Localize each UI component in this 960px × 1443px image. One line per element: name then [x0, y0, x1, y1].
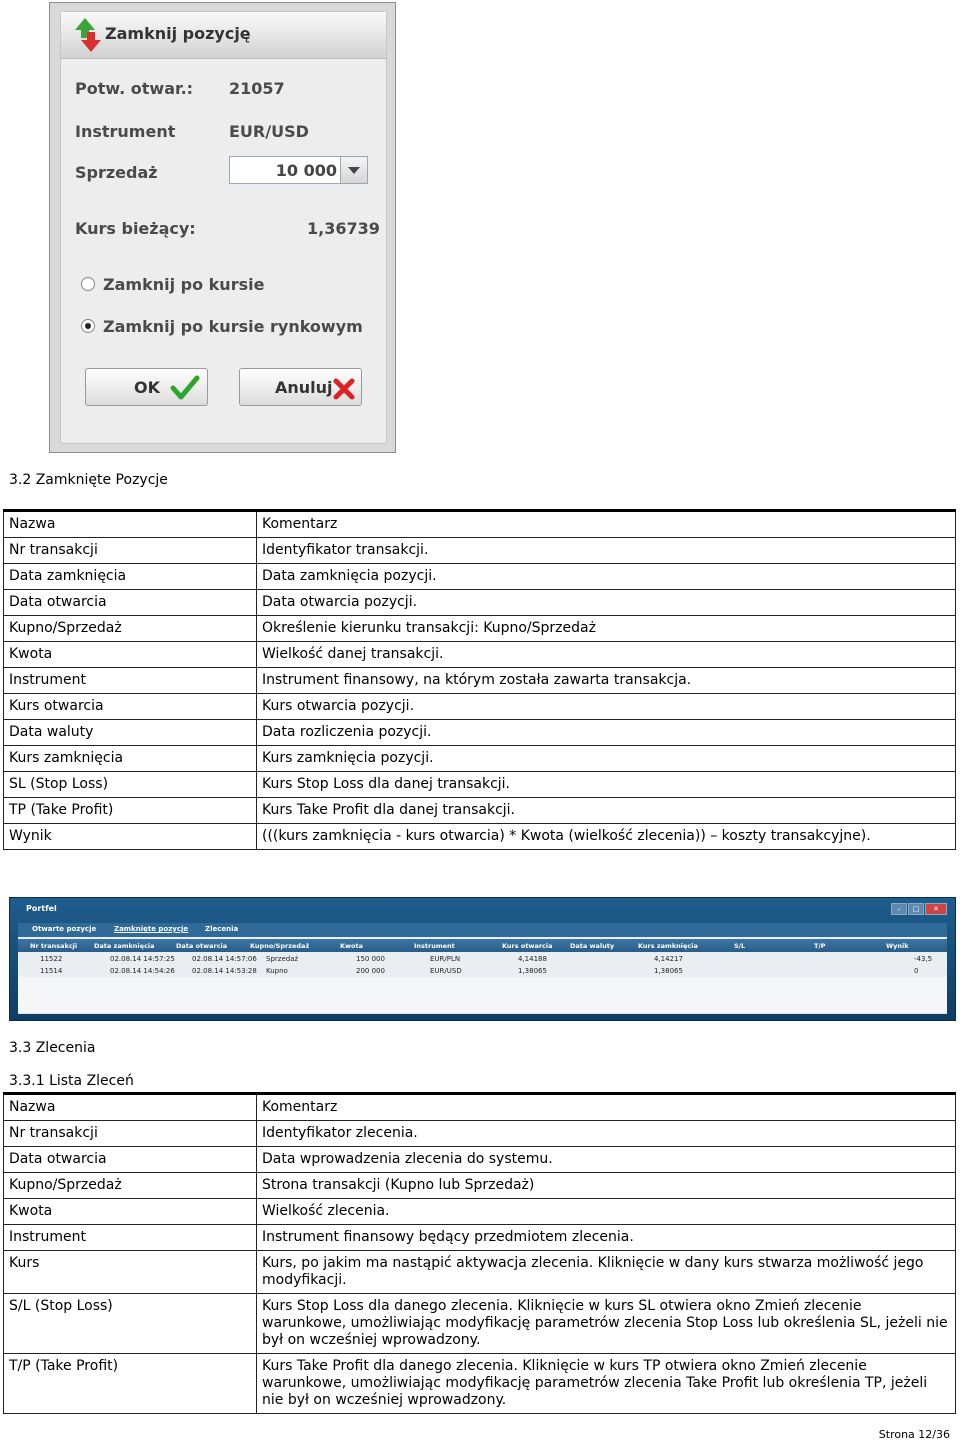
table-row — [4, 668, 956, 694]
row-comment: Data otwarcia pozycji. — [257, 590, 956, 616]
header-comment: Komentarz — [257, 511, 956, 538]
instrument-value: EUR/USD — [229, 122, 309, 141]
portfolio-table-header — [18, 939, 947, 952]
portfolio-tabs — [18, 923, 947, 937]
row-name: Kupno/Sprzedaż — [4, 1173, 257, 1199]
close-icon[interactable]: ✕ — [925, 903, 947, 915]
radio-close-at-rate-label[interactable]: Zamknij po kursie — [103, 275, 265, 294]
table-row — [4, 720, 956, 746]
row-name: Wynik — [4, 824, 257, 850]
tab-open-positions[interactable]: Otwarte pozycje — [32, 925, 97, 933]
portfolio-column-header[interactable]: Kwota — [340, 942, 364, 950]
portfolio-cell: 4,14217 — [654, 955, 683, 963]
row-comment: Instrument finansowy będący przedmiotem zlecenia. — [257, 1225, 956, 1251]
subsection-heading-orders-list: 3.3.1 Lista Zleceń — [9, 1073, 134, 1089]
close-position-dialog — [49, 2, 396, 453]
side-label: Sprzedaż — [75, 163, 158, 182]
table-row — [4, 772, 956, 798]
portfolio-column-header[interactable]: Data waluty — [570, 942, 615, 950]
portfolio-cell: 02.08.14 14:57:25 — [110, 955, 175, 963]
row-name: Kurs zamknięcia — [4, 746, 257, 772]
row-comment: Identyfikator transakcji. — [257, 538, 956, 564]
instrument-label: Instrument — [75, 122, 176, 141]
portfolio-content — [18, 923, 947, 1012]
row-name: Kupno/Sprzedaż — [4, 616, 257, 642]
portfolio-column-header[interactable]: Kurs zamknięcia — [638, 942, 698, 950]
orders-table — [3, 1092, 956, 1414]
row-comment: Instrument finansowy, na którym została zawarta transakcja. — [257, 668, 956, 694]
dialog-titlebar — [61, 12, 386, 59]
orders-table-body — [4, 1094, 956, 1414]
row-comment: Data rozliczenia pozycji. — [257, 720, 956, 746]
radio-close-at-market-label[interactable]: Zamknij po kursie rynkowym — [103, 317, 363, 336]
table-row — [4, 694, 956, 720]
row-comment: Data zamknięcia pozycji. — [257, 564, 956, 590]
row-name: Kurs — [4, 1251, 257, 1294]
row-comment: Data wprowadzenia zlecenia do systemu. — [257, 1147, 956, 1173]
dialog-title: Zamknij pozycję — [105, 24, 251, 43]
table-row — [4, 798, 956, 824]
portfolio-row[interactable] — [18, 953, 947, 965]
radio-close-at-market[interactable] — [81, 319, 95, 333]
table-row — [4, 590, 956, 616]
portfolio-cell: EUR/USD — [430, 967, 462, 975]
table-row — [4, 1147, 956, 1173]
row-name: Data otwarcia — [4, 1147, 257, 1173]
table-row — [4, 1199, 956, 1225]
portfolio-cell: 11514 — [40, 967, 63, 975]
row-name: Data zamknięcia — [4, 564, 257, 590]
row-name: TP (Take Profit) — [4, 798, 257, 824]
portfolio-cell: Kupno — [266, 967, 288, 975]
table-row — [4, 1225, 956, 1251]
portfolio-column-header[interactable]: T/P — [814, 942, 826, 950]
portfolio-cell: 1,38065 — [654, 967, 683, 975]
portfolio-column-header[interactable]: S/L — [734, 942, 746, 950]
closed-table-body — [4, 511, 956, 850]
ok-button[interactable] — [85, 368, 208, 406]
header-comment: Komentarz — [257, 1094, 956, 1121]
row-comment: Kurs zamknięcia pozycji. — [257, 746, 956, 772]
row-comment: Kurs, po jakim ma nastąpić aktywacja zlecenia. Kliknięcie w dany kurs stwarza możliwość jego modyfikacji. — [257, 1251, 956, 1294]
tab-orders[interactable]: Zlecenia — [205, 925, 239, 933]
row-name: Kwota — [4, 1199, 257, 1225]
portfolio-cell: 0 — [914, 967, 919, 975]
portfolio-cell: 02.08.14 14:57:06 — [192, 955, 257, 963]
portfolio-column-header[interactable]: Instrument — [414, 942, 455, 950]
row-comment: Strona transakcji (Kupno lub Sprzedaż) — [257, 1173, 956, 1199]
table-row — [4, 642, 956, 668]
table-row — [4, 564, 956, 590]
amount-value: 10 000 — [275, 161, 337, 180]
portfolio-column-header[interactable]: Data zamknięcia — [94, 942, 155, 950]
row-comment: Kurs Take Profit dla danej transakcji. — [257, 798, 956, 824]
portfolio-cell: -43,5 — [914, 955, 933, 963]
portfolio-column-header[interactable]: Kupno/Sprzedaż — [250, 942, 310, 950]
checkmark-icon — [170, 375, 200, 401]
table-header-row — [4, 511, 956, 538]
row-name: S/L (Stop Loss) — [4, 1294, 257, 1354]
table-row — [4, 1294, 956, 1354]
portfolio-column-header[interactable]: Nr transakcji — [30, 942, 78, 950]
buy-sell-arrows-icon — [75, 18, 101, 52]
row-name: Kwota — [4, 642, 257, 668]
row-name: Instrument — [4, 668, 257, 694]
portfolio-cell: 200 000 — [356, 967, 385, 975]
table-row — [4, 824, 956, 850]
portfolio-title: Portfel — [26, 904, 57, 913]
table-row — [4, 1354, 956, 1414]
row-comment: Identyfikator zlecenia. — [257, 1121, 956, 1147]
row-comment: Kurs Stop Loss dla danego zlecenia. Kliknięcie w kurs SL otwiera okno Zmień zlecenie warunkowe, umożliwiając modyfikację parametrów zlecenia Stop Loss lub określenia SL, jeżeli nie był on wcześniej wprowadzony. — [257, 1294, 956, 1354]
rate-value: 1,36739 — [307, 219, 380, 238]
portfolio-column-header[interactable]: Data otwarcia — [176, 942, 228, 950]
portfolio-cell: 02.08.14 14:53:28 — [192, 967, 257, 975]
header-name: Nazwa — [4, 511, 257, 538]
table-header-row — [4, 1094, 956, 1121]
portfolio-cell: EUR/PLN — [430, 955, 461, 963]
cancel-button-label: Anuluj — [275, 378, 333, 397]
portfolio-cell: Sprzedaż — [266, 955, 299, 963]
portfolio-cell: 11522 — [40, 955, 63, 963]
dialog-body — [60, 11, 387, 444]
header-name: Nazwa — [4, 1094, 257, 1121]
row-name: Data otwarcia — [4, 590, 257, 616]
minimize-icon[interactable]: – — [891, 903, 907, 915]
portfolio-column-header[interactable]: Kurs otwarcia — [502, 942, 553, 950]
row-comment: Wielkość danej transakcji. — [257, 642, 956, 668]
table-row — [4, 1121, 956, 1147]
row-comment: Kurs Take Profit dla danego zlecenia. Kliknięcie w kurs TP otwiera okno Zmień zlecenie warunkowe, umożliwiając modyfikację parametrów zlecenia Take Profit lub określenia TP, jeżeli nie był on wcześniej wprowadzony. — [257, 1354, 956, 1414]
row-name: Data waluty — [4, 720, 257, 746]
row-name: Nr transakcji — [4, 1121, 257, 1147]
maximize-icon[interactable]: □ — [908, 903, 924, 915]
amount-dropdown[interactable] — [229, 156, 368, 184]
closed-positions-table — [3, 509, 956, 850]
portfolio-window — [9, 897, 956, 1021]
cancel-button[interactable] — [239, 368, 362, 406]
row-comment: Kurs Stop Loss dla danej transakcji. — [257, 772, 956, 798]
row-name: Nr transakcji — [4, 538, 257, 564]
section-heading-closed: 3.2 Zamknięte Pozycje — [9, 472, 168, 488]
potw-value: 21057 — [229, 79, 285, 98]
table-row — [4, 1173, 956, 1199]
tab-closed-positions[interactable]: Zamknięte pozycje — [114, 925, 189, 933]
row-comment: (((kurs zamknięcia - kurs otwarcia) * Kwota (wielkość zlecenia)) – koszty transakcyjne). — [257, 824, 956, 850]
row-comment: Kurs otwarcia pozycji. — [257, 694, 956, 720]
portfolio-column-header[interactable]: Wynik — [886, 942, 909, 950]
row-name: Kurs otwarcia — [4, 694, 257, 720]
portfolio-cell: 02.08.14 14:54:26 — [110, 967, 175, 975]
portfolio-empty-row — [18, 1001, 947, 1014]
section-heading-orders: 3.3 Zlecenia — [9, 1040, 96, 1056]
radio-close-at-rate[interactable] — [81, 277, 95, 291]
chevron-down-icon[interactable] — [340, 157, 367, 183]
portfolio-row[interactable] — [18, 965, 947, 977]
table-row — [4, 1251, 956, 1294]
rate-label: Kurs bieżący: — [75, 219, 196, 238]
row-name: Instrument — [4, 1225, 257, 1251]
portfolio-cell: 150 000 — [356, 955, 385, 963]
table-row — [4, 746, 956, 772]
table-row — [4, 538, 956, 564]
row-name: T/P (Take Profit) — [4, 1354, 257, 1414]
table-row — [4, 616, 956, 642]
row-name: SL (Stop Loss) — [4, 772, 257, 798]
close-icon — [333, 378, 355, 400]
row-comment: Określenie kierunku transakcji: Kupno/Sprzedaż — [257, 616, 956, 642]
potw-label: Potw. otwar.: — [75, 79, 194, 98]
portfolio-cell: 1,38065 — [518, 967, 547, 975]
ok-button-label: OK — [134, 378, 160, 397]
portfolio-cell: 4,14188 — [518, 955, 547, 963]
page-number: Strona 12/36 — [878, 1428, 950, 1441]
row-comment: Wielkość zlecenia. — [257, 1199, 956, 1225]
